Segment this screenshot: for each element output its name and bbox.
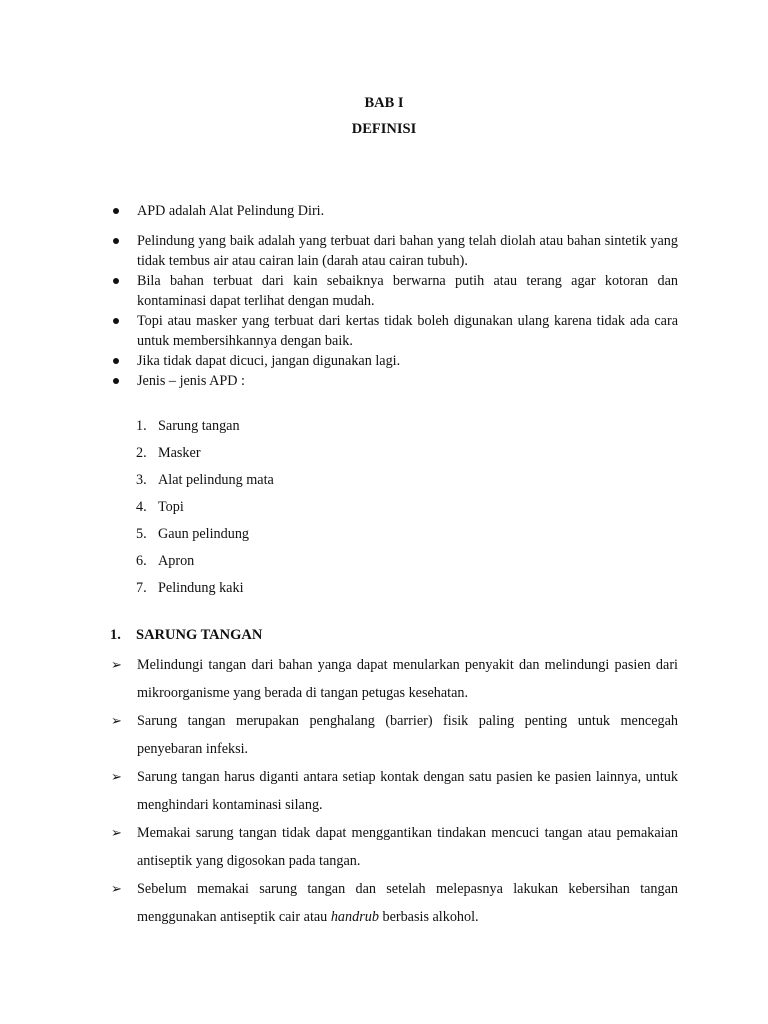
bullet-dot-icon [113, 358, 119, 364]
arrow-bullet-icon: ➢ [111, 657, 122, 672]
apd-type-item: 2. Masker [136, 445, 201, 461]
arrow-bullet-icon: ➢ [111, 769, 122, 784]
section-title: SARUNG TANGAN [136, 627, 263, 643]
bullet-item: Pelindung yang baik adalah yang terbuat dari bahan yang telah diolah atau bahan sintetik yang tidak tembus air atau cairan lain (darah atau cairan tubuh). [110, 231, 678, 271]
bullet-item: Bila bahan terbuat dari kain sebaiknya berwarna putih atau terang agar kotoran dan kontaminasi dapat terlihat dengan mudah. [110, 271, 678, 311]
section-point: ➢ Sebelum memakai sarung tangan dan setelah melepasnya lakukan kebersihan tangan menggunakan antiseptik cair atau handrub berbasis alkohol. [110, 875, 678, 931]
section-number: 1. [110, 627, 121, 643]
arrow-bullet-icon: ➢ [111, 825, 122, 840]
bullet-item: Jika tidak dapat dicuci, jangan digunakan lagi. [110, 351, 678, 371]
bullet-dot-icon [113, 208, 119, 214]
section-point: ➢ Memakai sarung tangan tidak dapat menggantikan tindakan mencuci tangan atau pemakaian antiseptik yang digosokan pada tangan. [110, 819, 678, 875]
bullet-dot-icon [113, 278, 119, 284]
italic-term: handrub [330, 909, 379, 925]
apd-type-item: 7. Pelindung kaki [136, 580, 244, 596]
bullet-dot-icon [113, 318, 119, 324]
bullet-item: APD adalah Alat Pelindung Diri. [110, 201, 678, 221]
bullet-item: Topi atau masker yang terbuat dari kertas tidak boleh digunakan ulang karena tidak ada cara untuk membersihkannya dengan baik. [110, 311, 678, 351]
section-point: ➢ Sarung tangan merupakan penghalang (barrier) fisik paling penting untuk mencegah penyebaran infeksi. [110, 707, 678, 763]
apd-type-item: 6. Apron [136, 553, 195, 569]
chapter-number: BAB I [364, 95, 404, 111]
section-point: ➢ Melindungi tangan dari bahan yanga dapat menularkan penyakit dan melindungi pasien dari mikroorganisme yang berada di tangan petugas kesehatan. [110, 651, 678, 707]
definition-bullet-list [110, 201, 678, 391]
apd-type-item: 5. Gaun pelindung [136, 526, 250, 542]
arrow-bullet-icon: ➢ [111, 713, 122, 728]
bullet-item: Jenis – jenis APD : [110, 371, 678, 391]
apd-type-item: 1. Sarung tangan [136, 418, 240, 434]
apd-type-item: 4. Topi [136, 499, 184, 515]
apd-type-item: 3. Alat pelindung mata [136, 472, 274, 488]
section-point-list [110, 651, 678, 931]
section-point: ➢ Sarung tangan harus diganti antara setiap kontak dengan satu pasien ke pasien lainnya, untuk menghindari kontaminasi silang. [110, 763, 678, 819]
section-heading [110, 627, 262, 644]
arrow-bullet-icon: ➢ [111, 881, 122, 896]
apd-types-list [136, 413, 274, 602]
bullet-dot-icon [113, 378, 119, 384]
chapter-title: DEFINISI [351, 121, 417, 137]
bullet-dot-icon [113, 238, 119, 244]
